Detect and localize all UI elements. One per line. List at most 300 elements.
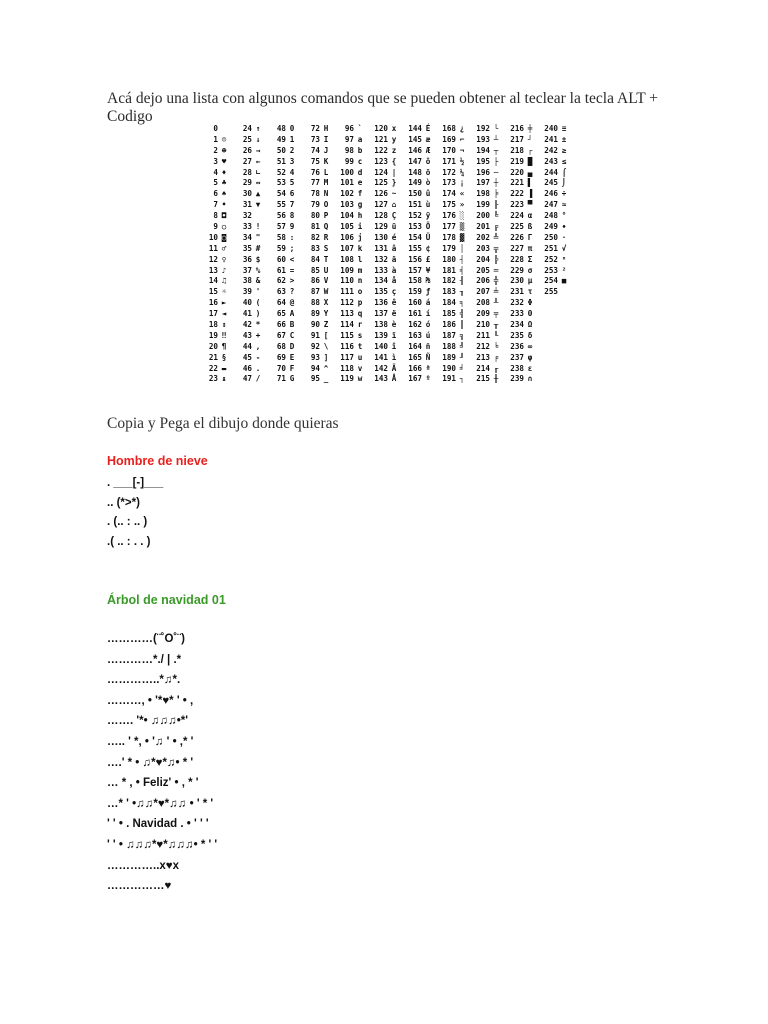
alt-code-number: 170 (442, 145, 456, 155)
alt-code-glyph: Ç (391, 211, 397, 221)
alt-code-number: 191 (442, 374, 456, 384)
alt-code-glyph: ▌ (527, 178, 533, 188)
tree-art-line: ….' * • ♫*♥*♫• * ' (107, 756, 194, 769)
alt-code-number: 139 (374, 330, 388, 340)
alt-code-glyph: ♂ (221, 243, 227, 253)
alt-code-number: 137 (374, 309, 388, 319)
alt-code-number: 119 (340, 374, 354, 384)
alt-code-glyph: ó (425, 320, 431, 330)
alt-code-entry (504, 320, 544, 331)
alt-code-glyph: ╚ (493, 211, 499, 221)
alt-code-glyph: ä (391, 254, 397, 264)
alt-code-glyph: ß (527, 222, 533, 232)
alt-code-number: 34 (242, 232, 252, 242)
alt-code-glyph: ¿ (459, 124, 465, 133)
alt-code-number: 227 (510, 243, 524, 253)
alt-code-number: 125 (374, 178, 388, 188)
alt-code-number: 252 (544, 254, 558, 264)
alt-code-number: 2 (213, 145, 218, 155)
alt-code-number: 97 (344, 134, 354, 144)
alt-code-number: 212 (476, 341, 490, 351)
alt-code-glyph: ¡ (459, 178, 465, 188)
alt-code-glyph: A (289, 309, 295, 319)
alt-code-number: 50 (276, 145, 286, 155)
alt-code-number: 236 (510, 341, 524, 351)
alt-code-glyph: ▼ (255, 200, 261, 210)
alt-code-glyph: ° (561, 211, 567, 221)
alt-code-glyph: ► (221, 298, 227, 308)
snowman-art-line: . ___[-]___ (107, 477, 164, 489)
alt-code-glyph: + (255, 330, 261, 340)
alt-code-number: 0 (213, 124, 218, 133)
alt-code-glyph: Y (323, 309, 329, 319)
alt-code-number: 152 (408, 211, 422, 221)
alt-code-glyph: ≤ (561, 156, 567, 166)
alt-code-number: 41 (242, 309, 252, 319)
alt-code-glyph: , (255, 341, 261, 351)
alt-code-number: 133 (374, 265, 388, 275)
alt-code-glyph: δ (527, 330, 533, 340)
alt-code-number: 185 (442, 309, 456, 319)
alt-code-entry (504, 342, 544, 353)
alt-code-number: 153 (408, 222, 422, 232)
alt-code-number: 30 (242, 189, 252, 199)
alt-code-glyph: ⌐ (459, 134, 465, 144)
alt-code-glyph: S (323, 243, 329, 253)
alt-code-number: 163 (408, 330, 422, 340)
alt-code-number: 190 (442, 363, 456, 373)
alt-code-number: 71 (276, 374, 286, 384)
alt-code-glyph: ç (391, 287, 397, 297)
alt-code-glyph: ◄ (221, 309, 227, 319)
alt-code-number: 226 (510, 232, 524, 242)
alt-code-entry (538, 168, 578, 179)
alt-code-glyph: ╘ (493, 341, 499, 351)
alt-code-number: 17 (208, 309, 218, 319)
alt-code-glyph: ± (561, 134, 567, 144)
alt-code-entry (504, 331, 544, 342)
alt-code-number: 192 (476, 124, 490, 133)
alt-code-glyph: á (425, 298, 431, 308)
alt-code-glyph: O (323, 200, 329, 210)
alt-code-number: 247 (544, 200, 558, 210)
alt-code-number: 208 (476, 298, 490, 308)
alt-code-glyph: å (391, 276, 397, 286)
alt-code-number: 24 (242, 124, 252, 133)
alt-code-number: 242 (544, 145, 558, 155)
alt-code-glyph: U (323, 265, 329, 275)
alt-code-glyph: ☺ (221, 134, 227, 144)
alt-code-number: 218 (510, 145, 524, 155)
alt-code-number: 156 (408, 254, 422, 264)
alt-code-number: 105 (340, 222, 354, 232)
alt-code-glyph: ▒ (459, 222, 465, 232)
alt-code-glyph: ï (391, 330, 397, 340)
alt-code-glyph: º (425, 374, 431, 384)
alt-code-number: 98 (344, 145, 354, 155)
alt-code-number: 91 (310, 330, 320, 340)
alt-code-number: 160 (408, 298, 422, 308)
alt-code-glyph: ↕ (221, 320, 227, 330)
alt-code-glyph: 6 (289, 189, 295, 199)
alt-code-glyph: ² (561, 265, 567, 275)
alt-code-glyph: µ (527, 276, 533, 286)
alt-code-number: 1 (213, 134, 218, 144)
tree-art (107, 629, 217, 897)
alt-code-number: 13 (208, 265, 218, 275)
snowman-art-line: . (.. : .. ) (107, 516, 148, 528)
alt-code-number: 65 (276, 309, 286, 319)
alt-code-glyph: C (289, 330, 295, 340)
alt-code-glyph: ╗ (459, 330, 465, 340)
alt-code-glyph: α (527, 211, 533, 221)
alt-code-glyph: [ (323, 330, 329, 340)
alt-code-glyph: ╬ (493, 276, 499, 286)
alt-code-number: 168 (442, 124, 456, 133)
alt-code-number: 37 (242, 265, 252, 275)
alt-code-glyph: i (357, 222, 363, 232)
alt-code-glyph: Σ (527, 254, 533, 264)
alt-code-entry (538, 135, 578, 146)
alt-code-number: 167 (408, 374, 422, 384)
alt-code-glyph: ╧ (493, 287, 499, 297)
alt-code-number: 92 (310, 341, 320, 351)
alt-code-glyph: d (357, 167, 363, 177)
alt-code-entry (538, 157, 578, 168)
alt-code-glyph: ₧ (425, 276, 431, 286)
alt-code-glyph: ♫ (221, 276, 227, 286)
alt-code-number: 201 (476, 222, 490, 232)
alt-code-glyph: ┼ (493, 178, 499, 188)
alt-code-glyph: ╠ (493, 254, 499, 264)
alt-code-number: 211 (476, 330, 490, 340)
alt-code-glyph: Γ (527, 232, 533, 242)
alt-code-entry (538, 233, 578, 244)
alt-code-number: 135 (374, 287, 388, 297)
alt-code-glyph: u (357, 352, 363, 362)
alt-code-number: 78 (310, 189, 320, 199)
alt-code-glyph: Å (391, 374, 397, 384)
alt-code-glyph: ì (391, 352, 397, 362)
alt-code-glyph: ♣ (221, 178, 227, 188)
alt-code-number: 245 (544, 178, 558, 188)
alt-code-glyph: 9 (289, 222, 295, 232)
alt-code-number: 214 (476, 363, 490, 373)
tree-art-line: …………..x♥x (107, 859, 180, 872)
alt-code-number: 5 (213, 178, 218, 188)
alt-code-glyph: a (357, 134, 363, 144)
alt-code-number: 138 (374, 320, 388, 330)
alt-code-entry (538, 255, 578, 266)
alt-code-glyph: t (357, 341, 363, 351)
alt-code-number: 68 (276, 341, 286, 351)
alt-code-glyph: L (323, 167, 329, 177)
alt-code-number: 129 (374, 222, 388, 232)
alt-code-number: 59 (276, 243, 286, 253)
alt-code-glyph: ♦ (221, 167, 227, 177)
alt-code-number: 94 (310, 363, 320, 373)
alt-code-number: 134 (374, 276, 388, 286)
alt-code-glyph: ═ (493, 265, 499, 275)
alt-code-glyph: ╟ (493, 200, 499, 210)
alt-code-number: 3 (213, 156, 218, 166)
alt-code-glyph: ª (425, 363, 431, 373)
alt-code-number: 147 (408, 156, 422, 166)
alt-code-glyph: ò (425, 178, 431, 188)
snowman-art-line: .. (*>*) (107, 496, 140, 509)
alt-code-glyph: V (323, 276, 329, 286)
alt-code-entry (538, 266, 578, 277)
alt-code-glyph: n (357, 276, 363, 286)
alt-code-glyph: £ (425, 254, 431, 264)
alt-code-glyph: ♀ (221, 254, 227, 264)
alt-code-number: 132 (374, 254, 388, 264)
alt-code-number: 186 (442, 320, 456, 330)
alt-code-glyph: ¼ (459, 167, 465, 177)
alt-code-number: 38 (242, 276, 252, 286)
alt-code-number: 233 (510, 309, 524, 319)
alt-code-number: 128 (374, 211, 388, 221)
alt-code-number: 63 (276, 287, 286, 297)
alt-code-number: 250 (544, 232, 558, 242)
alt-code-glyph: î (391, 341, 397, 351)
alt-code-number: 84 (310, 254, 320, 264)
alt-code-glyph: c (357, 156, 363, 166)
snowman-art (107, 474, 163, 552)
alt-code-glyph: ╓ (493, 363, 499, 373)
alt-code-glyph: ○ (221, 222, 227, 232)
alt-code-glyph: I (323, 134, 329, 144)
alt-code-glyph: q (357, 309, 363, 319)
alt-code-glyph: ∙ (561, 222, 567, 232)
alt-code-number: 8 (213, 211, 218, 221)
snowman-art-line: .( .. : . . ) (107, 535, 151, 548)
alt-code-number: 100 (340, 167, 354, 177)
alt-code-glyph: Z (323, 320, 329, 330)
alt-code-glyph: ½ (459, 156, 465, 166)
alt-code-glyph: ñ (425, 341, 431, 351)
alt-code-number: 222 (510, 189, 524, 199)
alt-code-number: 239 (510, 374, 524, 384)
alt-code-glyph: ) (255, 309, 261, 319)
alt-code-glyph: J (323, 145, 329, 155)
alt-code-number: 241 (544, 134, 558, 144)
alt-code-number: 47 (242, 374, 252, 384)
alt-code-number: 200 (476, 211, 490, 221)
alt-code-glyph: 7 (289, 200, 295, 210)
alt-code-glyph: É (425, 124, 431, 133)
alt-code-number: 246 (544, 189, 558, 199)
alt-code-glyph: ‼ (221, 330, 227, 340)
tree-art-line: ….. ' *, • '♫ ' • ,* ' (107, 735, 194, 748)
alt-code-glyph: ╜ (459, 352, 465, 362)
alt-code-glyph: í (425, 309, 431, 319)
alt-code-number: 158 (408, 276, 422, 286)
alt-code-glyph: ↑ (255, 124, 261, 133)
alt-code-number: 136 (374, 298, 388, 308)
alt-code-number: 249 (544, 222, 558, 232)
alt-code-number: 198 (476, 189, 490, 199)
alt-code-number: 254 (544, 276, 558, 286)
alt-code-number: 206 (476, 276, 490, 286)
alt-code-glyph: { (391, 156, 397, 166)
alt-code-glyph: ┴ (493, 134, 499, 144)
alt-code-entry (538, 211, 578, 222)
alt-code-number: 155 (408, 243, 422, 253)
alt-code-number: 164 (408, 341, 422, 351)
alt-code-number: 80 (310, 211, 320, 221)
alt-code-number: 213 (476, 352, 490, 362)
alt-code-glyph: ◙ (221, 232, 227, 242)
alt-code-number: 244 (544, 167, 558, 177)
alt-code-number: 179 (442, 243, 456, 253)
alt-code-glyph: l (357, 254, 363, 264)
alt-code-number: 154 (408, 232, 422, 242)
alt-code-glyph: f (357, 189, 363, 199)
alt-code-number: 199 (476, 200, 490, 210)
alt-code-number: 197 (476, 178, 490, 188)
alt-code-number: 229 (510, 265, 524, 275)
alt-code-glyph: √ (561, 243, 567, 253)
alt-code-number: 77 (310, 178, 320, 188)
alt-code-number: 81 (310, 222, 320, 232)
alt-code-number: 104 (340, 211, 354, 221)
alt-code-glyph: ╕ (459, 298, 465, 308)
alt-code-number: 9 (213, 222, 218, 232)
alt-code-glyph: ╩ (493, 232, 499, 242)
alt-code-glyph: ≥ (561, 145, 567, 155)
alt-code-number: 112 (340, 298, 354, 308)
alt-code-glyph: F (289, 363, 295, 373)
alt-code-glyph: » (459, 200, 465, 210)
alt-code-number: 57 (276, 222, 286, 232)
alt-code-glyph: ┘ (527, 134, 533, 144)
alt-code-glyph: p (357, 298, 363, 308)
alt-code-glyph: ← (255, 156, 261, 166)
alt-code-number: 32 (242, 211, 252, 221)
tree-art-line: ……. '*• ♫♫♫•*' (107, 715, 188, 728)
alt-code-glyph: T (323, 254, 329, 264)
alt-code-number: 182 (442, 276, 456, 286)
alt-code-glyph: ╤ (493, 309, 499, 319)
alt-code-number: 106 (340, 232, 354, 242)
alt-code-number: 110 (340, 276, 354, 286)
alt-code-number: 64 (276, 298, 286, 308)
alt-code-glyph: R (323, 232, 329, 242)
alt-code-glyph: Q (323, 222, 329, 232)
alt-code-number: 146 (408, 145, 422, 155)
alt-code-number: 48 (276, 124, 286, 133)
alt-code-number: 203 (476, 243, 490, 253)
alt-code-glyph: Φ (527, 298, 533, 308)
alt-code-glyph: ! (255, 222, 261, 232)
alt-code-glyph: ♥ (221, 156, 227, 166)
alt-code-glyph (558, 287, 570, 298)
alt-code-number: 44 (242, 341, 252, 351)
alt-code-number: 108 (340, 254, 354, 264)
alt-code-number: 149 (408, 178, 422, 188)
alt-code-number: 234 (510, 320, 524, 330)
alt-code-number: 115 (340, 330, 354, 340)
alt-code-glyph: ╒ (493, 352, 499, 362)
alt-code-number: 61 (276, 265, 286, 275)
alt-code-number: 195 (476, 156, 490, 166)
alt-code-number: 169 (442, 134, 456, 144)
alt-code-number: 161 (408, 309, 422, 319)
alt-code-number: 177 (442, 222, 456, 232)
alt-code-number: 126 (374, 189, 388, 199)
alt-code-number: 202 (476, 232, 490, 242)
alt-code-number: 194 (476, 145, 490, 155)
alt-code-number: 93 (310, 352, 320, 362)
alt-code-number: 52 (276, 167, 286, 177)
alt-code-glyph: 4 (289, 167, 295, 177)
tree-art-line: ……………♥ (107, 880, 172, 893)
alt-code-glyph: ⌡ (561, 178, 567, 188)
alt-code-glyph: ^ (323, 363, 329, 373)
alt-code-number: 162 (408, 320, 422, 330)
alt-code-number: 172 (442, 167, 456, 177)
alt-code-entry (504, 353, 544, 364)
alt-code-number: 130 (374, 232, 388, 242)
alt-code-glyph: 3 (289, 156, 295, 166)
alt-code-glyph: ╦ (493, 243, 499, 253)
alt-code-number: 120 (374, 124, 388, 133)
alt-code-glyph: ╡ (459, 265, 465, 275)
alt-code-glyph: ë (391, 309, 397, 319)
alt-code-glyph: ƒ (425, 287, 431, 297)
alt-code-number: 35 (242, 243, 252, 253)
alt-code-glyph: < (289, 254, 295, 264)
alt-code-glyph: ╝ (459, 341, 465, 351)
alt-code-glyph: ▬ (221, 363, 227, 373)
alt-code-number: 86 (310, 276, 320, 286)
alt-code-number: 14 (208, 276, 218, 286)
alt-code-number: 116 (340, 341, 354, 351)
alt-code-number: 219 (510, 156, 524, 166)
alt-code-glyph: ⌠ (561, 167, 567, 177)
alt-code-number: 124 (374, 167, 388, 177)
alt-code-glyph: ; (289, 243, 295, 253)
alt-code-number: 20 (208, 341, 218, 351)
alt-code-glyph: " (255, 232, 261, 242)
alt-code-glyph: s (357, 330, 363, 340)
alt-code-number: 36 (242, 254, 252, 264)
alt-code-number: 145 (408, 134, 422, 144)
alt-code-glyph: . (255, 363, 261, 373)
alt-code-glyph: ¬ (459, 145, 465, 155)
alt-code-glyph: ╛ (459, 363, 465, 373)
alt-code-glyph: X (323, 298, 329, 308)
alt-code-number: 251 (544, 243, 558, 253)
alt-code-glyph: v (357, 363, 363, 373)
alt-code-glyph: ▄ (527, 167, 533, 177)
alt-code-number: 238 (510, 363, 524, 373)
alt-code-number: 114 (340, 320, 354, 330)
alt-code-glyph: └ (493, 124, 499, 133)
alt-code-glyph: ♠ (221, 189, 227, 199)
alt-code-glyph: ÷ (561, 189, 567, 199)
alt-code-number: 253 (544, 265, 558, 275)
alt-code-number: 188 (442, 341, 456, 351)
alt-code-number: 89 (310, 309, 320, 319)
alt-code-entry (538, 146, 578, 157)
alt-code-entry (504, 298, 544, 309)
tree-art-line: ' ' • ♫♫♫*♥*♫♫♫• * ' ' (107, 838, 218, 851)
alt-code-glyph: ü (391, 222, 397, 232)
alt-code-glyph: « (459, 189, 465, 199)
alt-code-glyph: ╣ (459, 309, 465, 319)
